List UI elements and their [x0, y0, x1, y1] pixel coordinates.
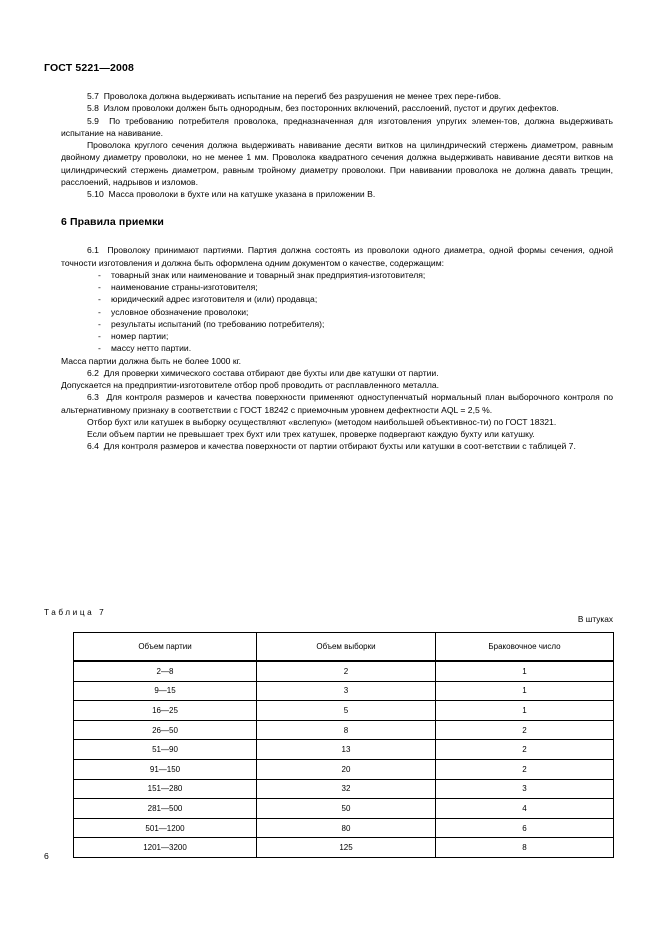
list-item [61, 330, 613, 342]
clause-6-3-note-1: Отбор бухт или катушек в выборку осуществляют «вслепую» (методом наибольшей объективнос-ти) по ГОСТ 18321. [87, 416, 557, 427]
list-item-label: условное обозначение проволоки; [111, 306, 249, 317]
clause-6-3 [61, 391, 613, 416]
spacer-before-heading [61, 200, 613, 216]
clause-text-6-2: Для проверки химического состава отбирают две бухты или две катушки от партии. [103, 367, 439, 378]
cell-lot-size: 91—150 [74, 759, 257, 779]
table-row [74, 681, 614, 701]
column-header-sample-size: Объем выборки [257, 633, 436, 662]
table-row [74, 779, 614, 799]
cell-sample-size: 13 [257, 740, 436, 760]
clause-6-2-note: Допускается на предприятии-изготовителе отбор проб проводить от расплавленного металла. [61, 380, 440, 390]
cell-lot-size: 151—280 [74, 779, 257, 799]
list-item-label: номер партии; [111, 331, 169, 341]
table-row [74, 740, 614, 760]
clause-6-2 [61, 367, 613, 379]
cell-rejection-number: 1 [436, 701, 614, 721]
cell-rejection-number: 3 [436, 779, 614, 799]
cell-lot-size: 501—1200 [74, 818, 257, 838]
list-dash-icon: - [98, 318, 101, 329]
table-body [74, 661, 614, 857]
table-head [74, 633, 614, 662]
requirements-list [61, 269, 613, 355]
cell-rejection-number: 1 [436, 681, 614, 701]
clause-number-6-1: 6.1 [87, 245, 99, 256]
list-item [61, 342, 613, 354]
cell-lot-size: 16—25 [74, 701, 257, 721]
cell-rejection-number: 8 [436, 838, 614, 858]
list-item-label: наименование страны-изготовителя; [111, 282, 258, 292]
clause-5-7 [61, 90, 613, 102]
clause-text-5-7: Проволока должна выдерживать испытание на перегиб без разрушения не менее трех пере-гибов. [103, 91, 502, 101]
mass-note: Масса партии должна быть не более 1000 кг. [61, 355, 242, 366]
cell-sample-size: 80 [257, 818, 436, 838]
table-row [74, 759, 614, 779]
list-dash-icon: - [98, 269, 101, 280]
section-heading-6: 6 Правила приемки [61, 216, 164, 229]
table-units-label: В штуках [577, 614, 613, 624]
sampling-table [73, 632, 614, 858]
table-row [74, 838, 614, 858]
cell-sample-size: 2 [257, 661, 436, 681]
cell-sample-size: 50 [257, 799, 436, 819]
clause-number-5-10: 5.10 [87, 189, 104, 199]
list-dash-icon: - [98, 331, 101, 341]
cell-lot-size: 281—500 [74, 799, 257, 819]
list-item-label: массу нетто партии. [111, 343, 192, 354]
clause-text-5-9: По требованию потребителя проволока, предназначенная для изготовления упругих элемен-тов, должна выдерживать испытание на навивание. [61, 115, 613, 138]
clause-text-6-1: Проволоку принимают партиями. Партия должна состоять из проволоки одного диаметра, одной формы сечения, одной точности изготовления и должна быть оформлена одним документом о качестве, содержащим: [61, 245, 613, 268]
clause-number-6-2: 6.2 [87, 367, 99, 378]
cell-rejection-number: 4 [436, 799, 614, 819]
list-item [61, 318, 613, 330]
cell-sample-size: 32 [257, 779, 436, 799]
column-header-rejection-number: Браковочное число [436, 633, 614, 662]
list-item-label: результаты испытаний (по требованию потребителя); [111, 318, 325, 329]
column-header-lot-size: Объем партии [74, 633, 257, 662]
cell-rejection-number: 2 [436, 759, 614, 779]
list-dash-icon: - [98, 282, 101, 292]
clause-number-6-3: 6.3 [87, 392, 99, 403]
table-row [74, 661, 614, 681]
paragraph-winding: Проволока круглого сечения должна выдерживать навивание десяти витков на цилиндрический стержень диаметром, равным двойному диаметру проволоки, но не менее 1 мм. Проволока квадратного сечения должна выдерживать навивание десяти витков на цилиндрический стержень диаметром, равным тройному диаметру проволоки. При навивании проволока не должна давать трещин, расслоений, надрывов и изломов. [61, 140, 613, 187]
list-item [61, 306, 613, 318]
table-row [74, 818, 614, 838]
table-wrapper [73, 632, 613, 858]
cell-lot-size: 2—8 [74, 661, 257, 681]
clause-text-6-4: Для контроля размеров и качества поверхности от партии отбирают бухты или катушки в соот-ветствии с таблицей 7. [103, 441, 576, 452]
cell-sample-size: 125 [257, 838, 436, 858]
cell-lot-size: 51—90 [74, 740, 257, 760]
clause-number-5-9: 5.9 [87, 115, 99, 126]
cell-rejection-number: 6 [436, 818, 614, 838]
list-dash-icon: - [98, 343, 101, 354]
list-dash-icon: - [98, 294, 101, 305]
cell-sample-size: 5 [257, 701, 436, 721]
document-body [61, 90, 613, 453]
table-header-row [74, 633, 614, 662]
table-caption: Таблица 7 [44, 608, 107, 617]
clause-number-6-4: 6.4 [87, 441, 99, 452]
cell-rejection-number: 2 [436, 740, 614, 760]
clause-6-3-note-2: Если объем партии не превышает трех бухт или трех катушек, проверке подвергают каждую бухту или катушку. [87, 429, 535, 439]
clause-text-6-3: Для контроля размеров и качества поверхности применяют одноступенчатый нормальный план выборочного контроля по альтернативному признаку в соответствии с ГОСТ 18242 с приемочным уровнем дефектности AQL = 2,5 %. [61, 392, 614, 415]
cell-lot-size: 9—15 [74, 681, 257, 701]
clause-5-8 [61, 102, 613, 114]
list-dash-icon: - [98, 306, 101, 317]
page-number: 6 [44, 851, 49, 861]
spacer-after-heading [61, 228, 613, 244]
cell-lot-size: 1201—3200 [74, 838, 257, 858]
table-row [74, 799, 614, 819]
cell-sample-size: 3 [257, 681, 436, 701]
list-item [61, 293, 613, 305]
clause-6-4 [61, 440, 613, 452]
cell-rejection-number: 1 [436, 661, 614, 681]
standard-number-header: ГОСТ 5221—2008 [44, 62, 134, 74]
clause-5-10 [61, 188, 613, 200]
clause-number-5-7: 5.7 [87, 91, 99, 101]
clause-text-5-8: Излом проволоки должен быть однородным, без посторонних включений, расслоений, пустот и других дефектов. [103, 103, 559, 114]
list-item-label: товарный знак или наименование и товарный знак предприятия-изготовителя; [111, 269, 426, 280]
table-row [74, 720, 614, 740]
cell-lot-size: 26—50 [74, 720, 257, 740]
list-item [61, 269, 613, 281]
cell-sample-size: 8 [257, 720, 436, 740]
clause-number-5-8: 5.8 [87, 103, 99, 114]
clause-text-5-10: Масса проволоки в бухте или на катушке указана в приложении В. [108, 189, 376, 199]
list-item [61, 281, 613, 293]
clause-6-1 [61, 244, 613, 269]
cell-rejection-number: 2 [436, 720, 614, 740]
list-item-label: юридический адрес изготовителя и (или) продавца; [111, 294, 318, 305]
clause-5-9 [61, 115, 613, 140]
table-row [74, 701, 614, 721]
cell-sample-size: 20 [257, 759, 436, 779]
